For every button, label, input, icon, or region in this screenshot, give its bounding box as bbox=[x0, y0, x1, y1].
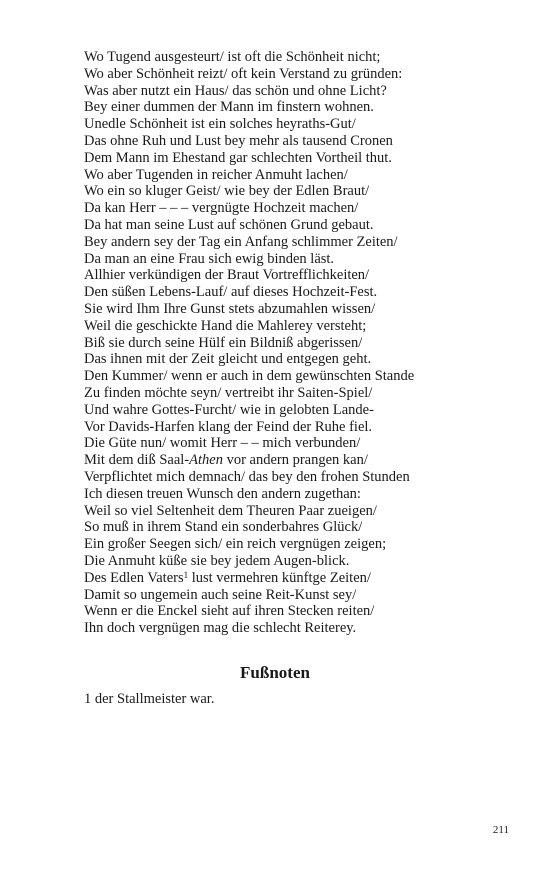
page-number: 211 bbox=[492, 824, 509, 836]
poem-line: Bey andern sey der Tag ein Anfang schlimmer Zeiten/ bbox=[84, 233, 398, 250]
poem-line: Weil die geschickte Hand die Mahlerey versteht; bbox=[84, 317, 367, 334]
poem-line: Ein großer Seegen sich/ ein reich vergnügen zeigen; bbox=[84, 536, 387, 553]
poem-line: Biß sie durch seine Hülf ein Bildniß abgerissen/ bbox=[84, 334, 363, 351]
poem-line: Die Anmuht küße sie bey jedem Augen-blick. bbox=[84, 552, 350, 569]
poem-line: Dem Mann im Ehestand gar schlechten Vortheil thut. bbox=[84, 149, 392, 166]
poem-line-segment: Des Edlen Vaters bbox=[84, 569, 184, 586]
poem-line: Wo aber Tugenden in reicher Anmuht lachen/ bbox=[84, 166, 348, 183]
poem-line-segment: lust vermehren künftge Zeiten/ bbox=[188, 569, 371, 586]
poem-line: Was aber nutzt ein Haus/ das schön und ohne Licht? bbox=[84, 82, 387, 99]
poem-line: Sie wird Ihm Ihre Gunst stets abzumahlen wissen/ bbox=[84, 300, 376, 317]
poem-line: Zu finden möchte seyn/ vertreibt ihr Saiten-Spiel/ bbox=[84, 384, 373, 401]
poem-line: Bey einer dummen der Mann im finstern wohnen. bbox=[84, 99, 374, 116]
poem-line: Weil so viel Seltenheit dem Theuren Paar zueigen/ bbox=[84, 502, 377, 519]
poem-line: Vor Davids-Harfen klang der Feind der Ruhe fiel. bbox=[84, 418, 373, 435]
poem-line: Da hat man seine Lust auf schönen Grund gebaut. bbox=[84, 216, 374, 233]
poem-body bbox=[84, 49, 524, 637]
poem-line-segment: Mit dem diß Saal- bbox=[84, 452, 190, 469]
poem-line: Damit so ungemein auch seine Reit-Kunst sey/ bbox=[84, 586, 357, 603]
poem-line: Und wahre Gottes-Furcht/ wie in gelobten Lande- bbox=[84, 401, 374, 418]
footnotes-heading: Fußnoten bbox=[240, 663, 310, 682]
poem-line: So muß in ihrem Stand ein sonderbahres Glück/ bbox=[84, 519, 363, 536]
poem-line: Das ihnen mit der Zeit gleicht und entgegen geht. bbox=[84, 351, 372, 368]
footnote-marker: 1 bbox=[183, 569, 189, 580]
poem-line: Unedle Schönheit ist ein solches heyraths-Gut/ bbox=[84, 116, 356, 133]
poem-line: Allhier verkündigen der Braut Vortrefflichkeiten/ bbox=[84, 267, 370, 284]
poem-line: Wo ein so kluger Geist/ wie bey der Edlen Braut/ bbox=[84, 183, 370, 200]
poem-line bbox=[84, 570, 524, 587]
footnote-1: 1 der Stallmeister war. bbox=[84, 691, 215, 707]
poem-line: Die Güte nun/ womit Herr – – mich verbunden/ bbox=[84, 435, 361, 452]
poem-line: Das ohne Ruh und Lust bey mehr als tausend Cronen bbox=[84, 132, 393, 149]
poem-line: Verpflichtet mich demnach/ das bey den frohen Stunden bbox=[84, 468, 410, 485]
poem-line bbox=[84, 452, 524, 469]
poem-line: Ihn doch vergnügen mag die schlecht Reiterey. bbox=[84, 620, 357, 637]
poem-line: Den Kummer/ wenn er auch in dem gewünschten Stande bbox=[84, 368, 415, 385]
poem-line: Da man an eine Frau sich ewig binden läst. bbox=[84, 250, 335, 267]
poem-line-segment: vor andern prangen kan/ bbox=[222, 452, 368, 469]
poem-line: Wo aber Schönheit reizt/ oft kein Verstand zu gründen: bbox=[84, 65, 403, 82]
poem-line: Ich diesen treuen Wunsch den andern zugethan: bbox=[84, 485, 361, 502]
poem-line: Wenn er die Enckel sieht auf ihren Stecken reiten/ bbox=[84, 603, 375, 620]
poem-line: Wo Tugend ausgesteurt/ ist oft die Schönheit nicht; bbox=[84, 49, 381, 65]
italic-word: Athen bbox=[189, 452, 223, 469]
poem-line: Den süßen Lebens-Lauf/ auf dieses Hochzeit-Fest. bbox=[84, 284, 378, 301]
poem-line: Da kan Herr – – – vergnügte Hochzeit machen/ bbox=[84, 200, 359, 217]
